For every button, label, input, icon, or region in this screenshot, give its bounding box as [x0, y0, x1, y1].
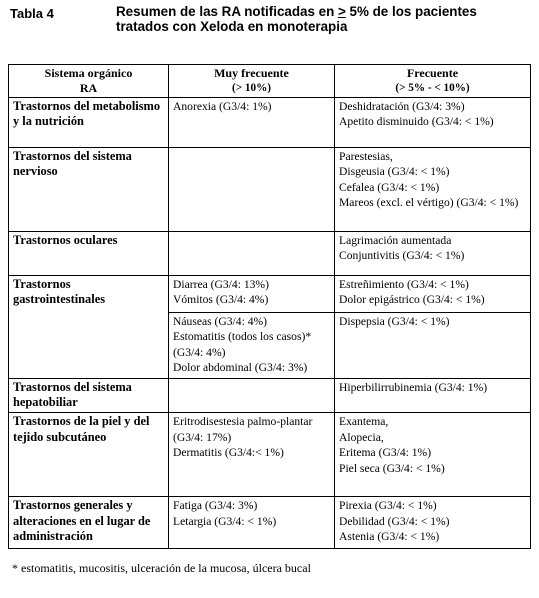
reaction-item: Mareos (excl. el vértigo) (G3/4: < 1%)	[339, 196, 519, 210]
reaction-item: Diarrea (G3/4: 13%)	[173, 278, 269, 291]
organ-cell	[9, 313, 169, 379]
very-frequent-cell	[169, 413, 335, 497]
organ-cell: Trastornos del metabolismo y la nutrición	[9, 98, 169, 148]
frequent-cell	[335, 148, 531, 232]
col-header-organ-line2: RA	[79, 80, 98, 95]
reaction-item: Cefalea (G3/4: < 1%)	[339, 180, 440, 194]
table-row	[9, 497, 531, 549]
organ-cell: Trastornos oculares	[9, 232, 169, 276]
very-frequent-cell	[169, 276, 335, 313]
frequent-cell	[335, 232, 531, 276]
table-row	[9, 378, 531, 413]
frequent-cell	[335, 378, 531, 413]
frequent-cell	[335, 98, 531, 148]
col-header-frequent	[335, 65, 531, 98]
frequent-cell	[335, 276, 531, 313]
organ-cell: Trastornos del sistema nervioso	[9, 148, 169, 232]
col-header-frequent-label: Frecuente	[406, 66, 459, 80]
reaction-item: Piel seca (G3/4: < 1%)	[339, 461, 445, 475]
organ-cell: Trastornos de la piel y del tejido subcutáneo	[9, 413, 169, 497]
reaction-item: Dermatitis (G3/4:< 1%)	[173, 446, 284, 460]
very-frequent-cell	[169, 378, 335, 413]
frequent-cell	[335, 497, 531, 549]
table-title	[116, 4, 526, 34]
reaction-item: Dolor epigástrico (G3/4: < 1%)	[339, 293, 485, 307]
reaction-item: Eritema (G3/4: 1%)	[339, 446, 432, 460]
reaction-item: Hiperbilirrubinemia (G3/4: 1%)	[339, 380, 488, 394]
organ-cell: Trastornos del sistema hepatobiliar	[9, 378, 169, 413]
very-frequent-cell	[169, 313, 335, 379]
reaction-item: Apetito disminuido (G3/4: < 1%)	[339, 115, 494, 129]
very-frequent-cell	[169, 497, 335, 549]
frequent-cell	[335, 313, 531, 379]
table-label: Tabla 4	[10, 6, 54, 21]
table-row	[9, 313, 531, 379]
reaction-item: Eritrodisestesia palmo-plantar (G3/4: 17%)	[173, 415, 313, 444]
reaction-item: Deshidratación (G3/4: 3%)	[339, 100, 465, 113]
reaction-item: Debilidad (G3/4: < 1%)	[339, 514, 450, 528]
col-header-organ-line1: Sistema orgánico	[44, 66, 133, 80]
reaction-item: Exantema,	[339, 415, 389, 429]
table-row	[9, 413, 531, 497]
reaction-item: Alopecia,	[339, 430, 384, 444]
reaction-item: Dolor abdominal (G3/4: 3%)	[173, 361, 308, 375]
title-post: 5% de los pacientes tratados con Xeloda en monoterapia	[116, 4, 477, 34]
reaction-item: Vómitos (G3/4: 4%)	[173, 293, 269, 307]
reaction-item: Disgeusia (G3/4: < 1%)	[339, 165, 450, 179]
table-row	[9, 276, 531, 313]
title-pre: Resumen de las RA notificadas en	[116, 4, 338, 19]
reaction-item: Lagrimación aumentada	[339, 234, 452, 247]
table-row	[9, 148, 531, 232]
very-frequent-cell	[169, 98, 335, 148]
col-header-frequent-range: (> 5% - < 10%)	[395, 81, 470, 94]
reaction-item: Letargia (G3/4: < 1%)	[173, 514, 277, 528]
col-header-very-frequent-range: (> 10%)	[232, 81, 271, 94]
very-frequent-cell	[169, 148, 335, 232]
reaction-item: Estreñimiento (G3/4: < 1%)	[339, 278, 469, 291]
header-row	[9, 65, 531, 98]
col-header-very-frequent-label: Muy frecuente	[214, 66, 289, 80]
table-row	[9, 232, 531, 276]
organ-cell: Trastornos gastrointestinales	[9, 276, 169, 313]
reaction-item: Fatiga (G3/4: 3%)	[173, 499, 258, 513]
reaction-item: Estomatitis (todos los casos)* (G3/4: 4%)	[173, 330, 312, 359]
reaction-item: Náuseas (G3/4: 4%)	[173, 315, 268, 328]
frequent-cell	[335, 413, 531, 497]
reaction-item: Parestesias,	[339, 150, 393, 163]
table-row	[9, 98, 531, 148]
col-header-organ	[9, 65, 169, 98]
adverse-reactions-table	[8, 64, 531, 549]
very-frequent-cell	[169, 232, 335, 276]
organ-cell: Trastornos generales y alteraciones en el lugar de administración	[9, 497, 169, 549]
reaction-item: Dispepsia (G3/4: < 1%)	[339, 315, 450, 328]
title-gte-symbol: >	[338, 4, 346, 19]
table-body	[9, 98, 531, 549]
reaction-item: Conjuntivitis (G3/4: < 1%)	[339, 249, 465, 263]
col-header-very-frequent	[169, 65, 335, 98]
reaction-item: Pirexia (G3/4: < 1%)	[339, 499, 437, 513]
reaction-item: Anorexia (G3/4: 1%)	[173, 100, 272, 113]
reaction-item: Astenia (G3/4: < 1%)	[339, 530, 440, 544]
footnote: * estomatitis, mucositis, ulceración de la mucosa, úlcera bucal	[12, 561, 311, 575]
